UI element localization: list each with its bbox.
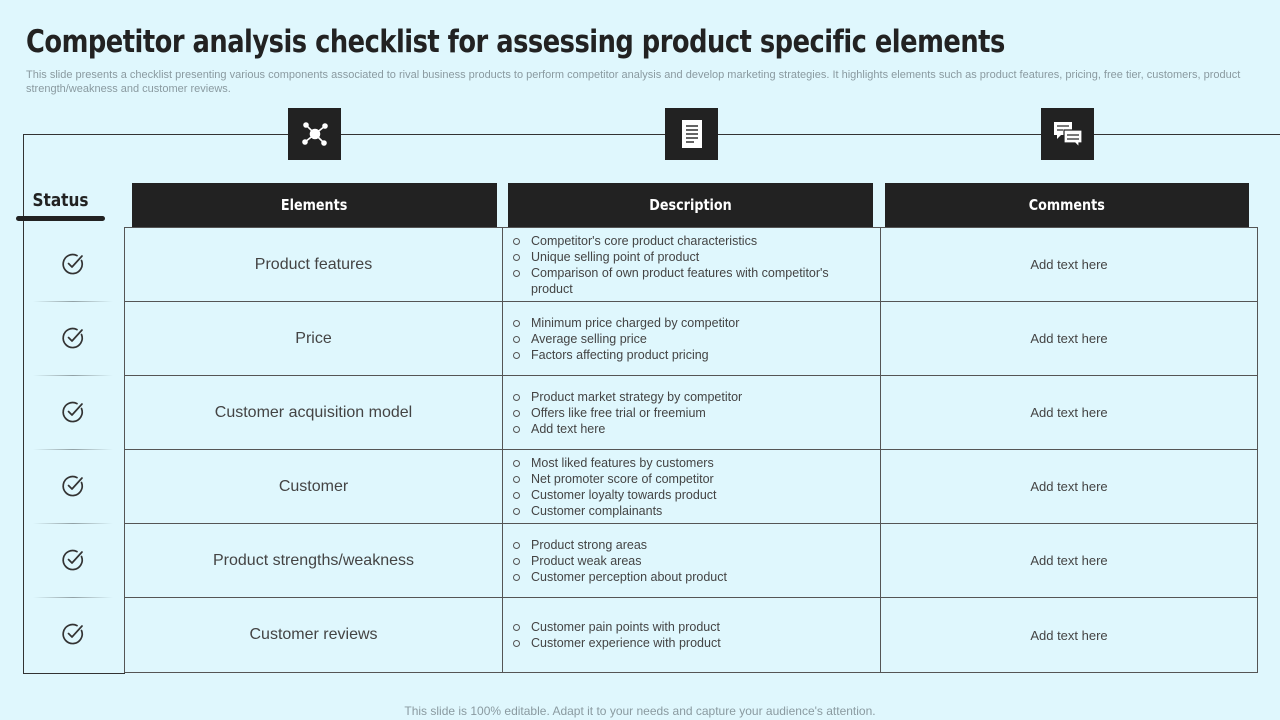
element-cell: Product features <box>125 228 503 301</box>
list-item: Offers like free trial or freemium <box>513 405 742 421</box>
comment-cell: Add text here <box>1030 553 1108 568</box>
description-list <box>513 315 739 363</box>
comments-header-label: Comments <box>1028 196 1106 214</box>
list-item: Most liked features by customers <box>513 455 717 471</box>
list-item: Add text here <box>513 421 742 437</box>
list-item: Customer pain points with product <box>513 619 721 635</box>
comments-header <box>885 183 1249 227</box>
description-cell <box>503 524 881 597</box>
slide-title: Competitor analysis checklist for assessing product specific elements <box>26 24 1005 60</box>
description-cell <box>503 228 881 301</box>
element-cell: Product strengths/weakness <box>125 524 503 597</box>
status-header-underline <box>16 216 105 221</box>
table-row <box>125 524 1257 598</box>
table-row <box>125 598 1257 672</box>
table-row <box>125 228 1257 302</box>
status-header: Status <box>32 190 89 211</box>
check-circle-icon <box>33 597 113 671</box>
elements-header-label: Elements <box>281 196 348 214</box>
list-item: Customer loyalty towards product <box>513 487 717 503</box>
chat-bubbles-icon <box>1041 108 1094 160</box>
description-list <box>513 389 742 437</box>
list-item: Competitor's core product characteristics <box>513 233 860 249</box>
list-item: Product market strategy by competitor <box>513 389 742 405</box>
list-item: Average selling price <box>513 331 739 347</box>
description-list <box>513 455 717 519</box>
document-icon <box>665 108 718 160</box>
element-cell: Customer reviews <box>125 598 503 672</box>
description-cell <box>503 376 881 449</box>
list-item: Factors affecting product pricing <box>513 347 739 363</box>
description-list <box>513 619 721 651</box>
list-item: Unique selling point of product <box>513 249 860 265</box>
description-cell <box>503 598 881 672</box>
list-item: Minimum price charged by competitor <box>513 315 739 331</box>
description-cell <box>503 302 881 375</box>
element-cell: Price <box>125 302 503 375</box>
list-item: Product strong areas <box>513 537 727 553</box>
check-circle-icon <box>33 523 113 597</box>
list-item: Customer complainants <box>513 503 717 519</box>
comment-cell: Add text here <box>1030 257 1108 272</box>
comment-cell: Add text here <box>1030 479 1108 494</box>
check-circle-icon <box>33 301 113 375</box>
check-circle-icon <box>33 375 113 449</box>
table-row <box>125 302 1257 376</box>
frame-line-bottom <box>23 673 125 674</box>
list-item: Comparison of own product features with competitor's product <box>513 265 860 297</box>
comment-cell: Add text here <box>1030 331 1108 346</box>
element-cell: Customer <box>125 450 503 523</box>
elements-header <box>132 183 497 227</box>
comment-cell: Add text here <box>1030 627 1108 643</box>
description-list <box>513 233 860 297</box>
network-icon <box>288 108 341 160</box>
frame-line-left <box>23 134 24 674</box>
list-item: Customer perception about product <box>513 569 727 585</box>
table-row <box>125 450 1257 524</box>
description-header-label: Description <box>649 196 732 214</box>
table-row <box>125 376 1257 450</box>
comment-cell: Add text here <box>1030 405 1108 420</box>
element-cell: Customer acquisition model <box>125 376 503 449</box>
check-circle-icon <box>33 227 113 301</box>
list-item: Net promoter score of competitor <box>513 471 717 487</box>
slide-subtitle: This slide presents a checklist presenting various components associated to rival business products to perform competitor analysis and develop marketing strategies. It highlights elements such as product features, pricing, free tier, customers, product strength/weakness and customer reviews. <box>26 69 1241 95</box>
list-item: Customer experience with product <box>513 635 721 651</box>
checklist-table <box>124 227 1258 673</box>
description-list <box>513 537 727 585</box>
check-circle-icon <box>33 449 113 523</box>
description-cell <box>503 450 881 523</box>
slide-footer: This slide is 100% editable. Adapt it to your needs and capture your audience's attention. <box>404 704 876 718</box>
list-item: Product weak areas <box>513 553 727 569</box>
description-header <box>508 183 873 227</box>
